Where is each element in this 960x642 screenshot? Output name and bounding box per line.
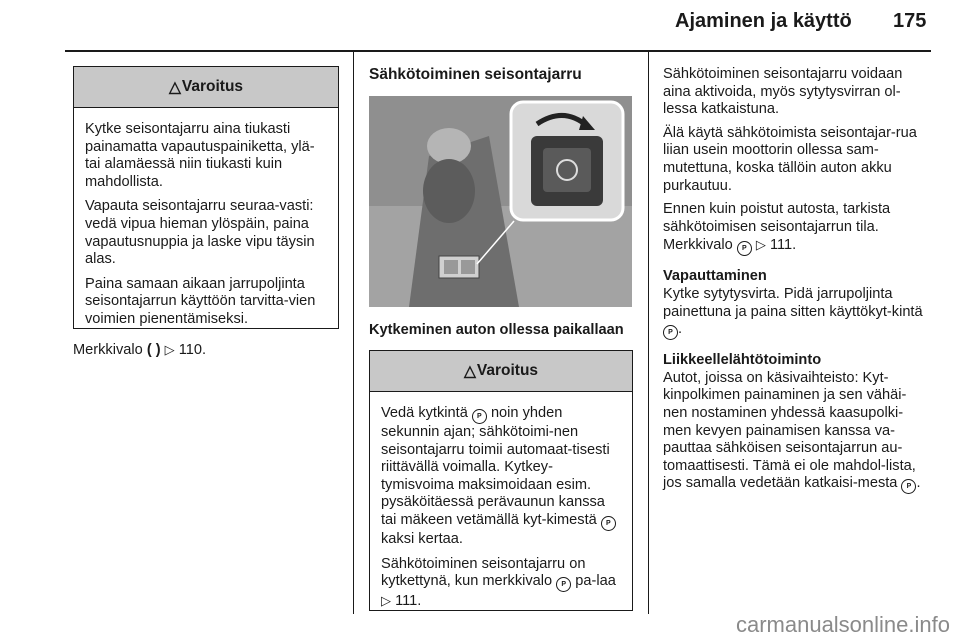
warning-header — [74, 67, 338, 108]
paragraph: Autot, joissa on käsivaihteisto: Kyt-kinpolkimen painaminen ja sen vähäi-nen nostaminen yhdessä kaasupolki-men kevyen painamisen kanssa va-pauttaa sähköisen seisontajarrun au-tomaattisesti. Tämä ei ole mahdol-lista, jos samalla vedetään katkaisi-mesta P . — [663, 370, 928, 495]
brake-switch-icon: P — [663, 325, 678, 340]
xref-arrow-icon: ▷ — [164, 342, 175, 357]
paragraph: Sähkötoiminen seisontajarru voidaan aina aktivoida, myös sytytysvirran ol-lessa katkaistuna. — [663, 66, 903, 118]
column-divider-1 — [353, 52, 354, 614]
page-header-title: Ajaminen ja käyttö — [675, 10, 852, 32]
warning-paragraph — [381, 405, 621, 549]
text-run: Sähkötoiminen seisontajarru on kytkettynä, kun merkkivalo — [381, 555, 586, 590]
parking-lamp-icon: ( ) — [146, 342, 161, 358]
column-divider-2 — [648, 52, 649, 614]
warning-triangle-icon: △ — [168, 78, 181, 96]
text-run: Ennen kuin poistut autosta, tarkista sähkötoimisen seisontajarrun tila. Merkkivalo — [663, 201, 891, 254]
page-ref: 111. — [769, 237, 797, 254]
paragraph: Kytke sytytysvirta. Pidä jarrupoljinta painettuna ja paina sitten käyttökyt-kintä P . — [663, 286, 928, 340]
warning-title: Varoitus — [181, 78, 244, 95]
left-warning-box — [73, 66, 339, 329]
text-run: Kytke sytytysvirta. Pidä jarrupoljinta painettuna ja paina sitten käyttökyt-kintä — [663, 285, 923, 320]
warning-paragraph — [381, 556, 621, 611]
brake-indicator-icon: P — [556, 577, 571, 592]
brake-switch-icon: P — [601, 516, 616, 531]
warning-paragraph: Paina samaan aikaan jarrupoljinta seisontajarrun käyttöön tarvitta-vien voimien pienentämiseksi. — [85, 275, 316, 327]
text-run: pa-laa — [575, 573, 616, 590]
warning-header — [370, 351, 632, 392]
text-run: kaksi kertaa. — [381, 530, 463, 547]
warning-paragraph: Kytke seisontajarru aina tiukasti painamatta vapautuspainiketta, ylä- tai alamäessä niin tiukasti kuin mahdollista. — [85, 121, 315, 190]
page-ref: 111. — [395, 593, 422, 610]
paragraph — [663, 201, 928, 256]
warning-title: Varoitus — [476, 362, 539, 379]
indicator-page-ref: 110. — [178, 342, 207, 358]
section-title: Liikkeellelähtötoiminto — [663, 352, 822, 369]
header-rule — [65, 50, 931, 52]
parking-brake-figure — [369, 96, 632, 307]
brake-indicator-icon: P — [737, 241, 752, 256]
xref-arrow-icon: ▷ — [381, 593, 391, 609]
middle-warning-box — [369, 350, 633, 611]
paragraph: Älä käytä sähkötoimista seisontajar-rua liian usein moottorin ollessa sam-mutettuna, koska tällöin auton akku purkautuu. — [663, 124, 917, 194]
section-heading: Sähkötoiminen seisontajarru — [369, 66, 582, 83]
text-run: noin yhden sekunnin ajan; sähkötoimi-nen seisontajarru toimii automaat-tisesti riittävällä voimalla. Kytkey-tymisvoima maksimoidaan esim. pysäköitäessä perävaunun kanssa tai mäkeen vetämällä kyt-kimestä — [381, 405, 610, 528]
xref-arrow-icon: ▷ — [755, 237, 766, 253]
page-number: 175 — [893, 10, 927, 32]
warning-paragraph: Vapauta seisontajarru seuraa-vasti: vedä vipua hieman ylöspäin, paina vapautusnuppia ja laske vipu täysin alas. — [85, 198, 315, 268]
warning-triangle-icon: △ — [463, 362, 476, 380]
indicator-label: Merkkivalo — [73, 342, 143, 358]
warning-body — [370, 392, 632, 622]
brake-switch-icon: P — [472, 409, 487, 424]
text-run: Autot, joissa on käsivaihteisto: Kyt-kinpolkimen painaminen ja sen vähäi-nen nostaminen yhdessä kaasupolki-men kevyen painamisen kanssa va-pauttaa sähköisen seisontajarrun au-tomaattisesti. Tämä ei ole mahdol-lista, jos samalla vedetään katkaisi-mesta — [663, 369, 916, 492]
right-column — [663, 66, 928, 500]
watermark: carmanualsonline.info — [735, 612, 950, 637]
subheading: Kytkeminen auton ollessa paikallaan — [369, 322, 624, 338]
indicator-line — [73, 341, 343, 360]
section-title: Vapauttaminen — [663, 268, 767, 285]
warning-body — [74, 108, 338, 340]
brake-switch-icon: P — [901, 479, 916, 494]
text-run: Vedä kytkintä — [381, 405, 468, 421]
